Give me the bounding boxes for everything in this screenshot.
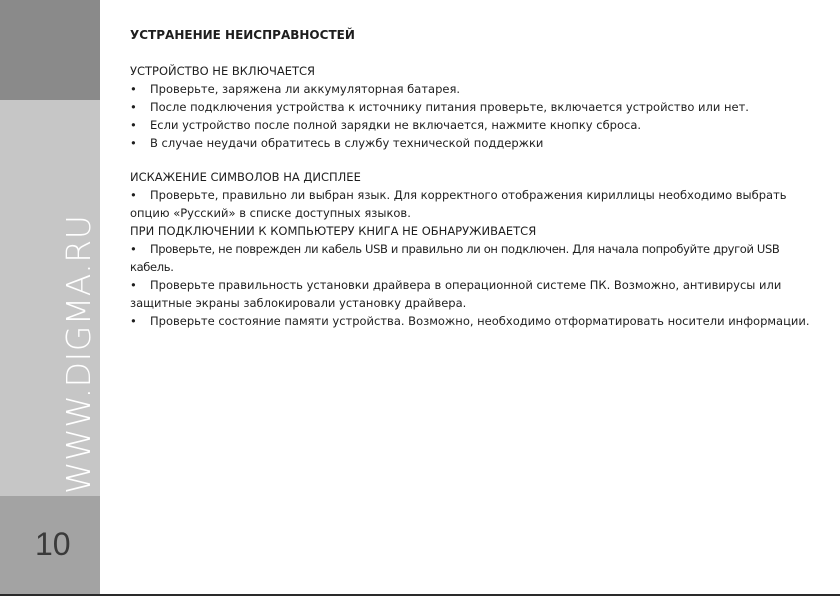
- document-body: [130, 26, 816, 330]
- sidebar-top-block: [0, 0, 100, 100]
- list-item-text: Проверьте правильность установки драйвера в операционной системе ПК. Возможно, антивирусы или защитные экраны заблокировали установку драйвера.: [130, 278, 782, 310]
- bullet-icon: •: [130, 82, 137, 96]
- page-title: УСТРАНЕНИЕ НЕИСПРАВНОСТЕЙ: [130, 28, 355, 42]
- page-number: 10: [35, 526, 71, 562]
- section-display-garbled: [130, 168, 816, 222]
- bullet-icon: •: [130, 242, 137, 256]
- list-item-text: Проверьте, заряжена ли аккумуляторная батарея.: [150, 82, 461, 96]
- bullet-icon: •: [130, 278, 137, 292]
- section-not-detected-by-pc: [130, 222, 816, 330]
- section-heading: УСТРОЙСТВО НЕ ВКЛЮЧАЕТСЯ: [130, 64, 316, 78]
- list-item: [130, 80, 816, 98]
- list-item: [130, 312, 816, 330]
- section-heading: ИСКАЖЕНИЕ СИМВОЛОВ НА ДИСПЛЕЕ: [130, 170, 361, 184]
- bullet-icon: •: [130, 118, 137, 132]
- list-item-text: Если устройство после полной зарядки не включается, нажмите кнопку сброса.: [150, 118, 642, 132]
- list-item-text: В случае неудачи обратитесь в службу технической поддержки: [150, 136, 544, 150]
- bullet-icon: •: [130, 100, 137, 114]
- bullet-icon: •: [130, 188, 137, 202]
- list-item: [130, 98, 816, 116]
- list-item-text: После подключения устройства к источнику питания проверьте, включается устройство или нет.: [150, 100, 749, 114]
- list-item-text: Проверьте, не поврежден ли кабель USB и правильно ли он подключен. Для начала попробуйте другой USB кабель.: [130, 242, 780, 274]
- list-item: [130, 240, 816, 276]
- list-item: [130, 116, 816, 134]
- bullet-icon: •: [130, 314, 137, 328]
- list-item-text: Проверьте, правильно ли выбран язык. Для корректного отображения кириллицы необходимо выбрать опцию «Русский» в списке доступных языков.: [130, 188, 787, 220]
- bullet-icon: •: [130, 136, 137, 150]
- section-device-not-turning-on: [130, 62, 816, 152]
- list-item: [130, 134, 816, 152]
- list-item-text: Проверьте состояние памяти устройства. Возможно, необходимо отформатировать носители информации.: [150, 314, 810, 328]
- section-heading: ПРИ ПОДКЛЮЧЕНИИ К КОМПЬЮТЕРУ КНИГА НЕ ОБНАРУЖИВАЕТСЯ: [130, 224, 537, 238]
- site-url-vertical: WWW.DIGMA.RU: [59, 214, 98, 494]
- list-item: [130, 276, 816, 312]
- section-gap: [130, 152, 816, 168]
- list-item: [130, 186, 816, 222]
